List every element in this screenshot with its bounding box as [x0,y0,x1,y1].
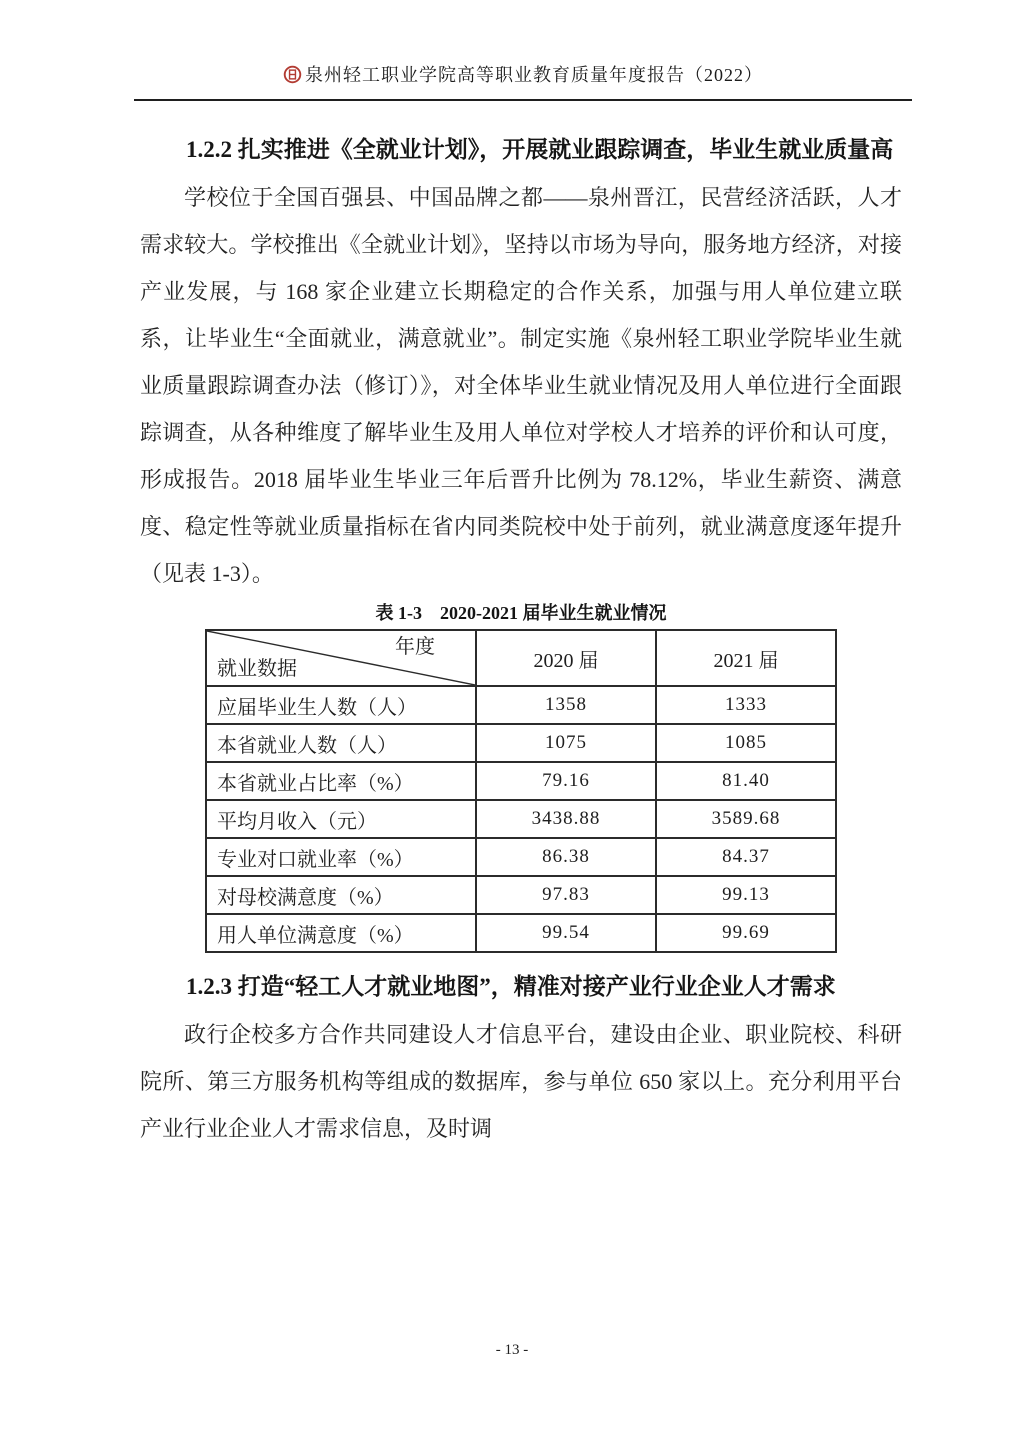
table-header-row [206,630,836,686]
cell-2020: 3438.88 [476,800,656,838]
diagonal-header-cell [206,630,476,686]
employment-table [205,629,837,953]
body-paragraph-1: 学校位于全国百强县、中国品牌之都——泉州晋江，民营经济活跃，人才需求较大。学校推出《全就业计划》，坚持以市场为导向，服务地方经济，对接产业发展，与 168 家企业建立长期稳定的合作关系，加强与用人单位建立联系，让毕业生“全面就业，满意就业”。制定实施《泉州轻工职业学院毕业生就业质量跟踪调查办法（修订）》，对全体毕业生就业情况及用人单位进行全面跟踪调查，从各种维度了解毕业生及用人单位对学校人才培养的评价和认可度，形成报告。2018 届毕业生毕业三年后晋升比例为 78.12%，毕业生薪资、满意度、稳定性等就业质量指标在省内同类院校中处于前列，就业满意度逐年提升（见表 1-3）。 [140,185,902,586]
row-label: 专业对口就业率（%） [206,838,476,876]
page-number: - 13 - [495,1342,529,1358]
cell-2021: 84.37 [656,838,836,876]
header-title: 泉州轻工职业学院高等职业教育质量年度报告（2022） [305,65,763,85]
table-row [206,914,836,952]
cell-2021: 1085 [656,724,836,762]
row-label: 应届毕业生人数（人） [206,686,476,724]
cell-2020: 1358 [476,686,656,724]
row-label: 本省就业人数（人） [206,724,476,762]
section-heading-1-2-3: 1.2.3 打造“轻工人才就业地图”，精准对接产业行业企业人才需求 [186,974,836,999]
row-label: 用人单位满意度（%） [206,914,476,952]
cell-2021: 81.40 [656,762,836,800]
content-column [140,118,902,1152]
column-header-2021: 2021 届 [656,630,836,686]
cell-2020: 86.38 [476,838,656,876]
table-caption: 表 1-3 2020-2021 届毕业生就业情况 [375,603,667,623]
cell-2020: 79.16 [476,762,656,800]
table-row [206,686,836,724]
row-label: 本省就业占比率（%） [206,762,476,800]
cell-2021: 3589.68 [656,800,836,838]
row-label: 对母校满意度（%） [206,876,476,914]
section-heading-1-2-2: 1.2.2 扎实推进《全就业计划》，开展就业跟踪调查，毕业生就业质量高 [186,137,894,162]
cell-2020: 1075 [476,724,656,762]
cell-2021: 1333 [656,686,836,724]
cell-2021: 99.69 [656,914,836,952]
row-label: 平均月收入（元） [206,800,476,838]
table-row [206,800,836,838]
cell-2020: 99.54 [476,914,656,952]
cell-2021: 99.13 [656,876,836,914]
column-header-2020: 2020 届 [476,630,656,686]
table-row [206,724,836,762]
table-row [206,762,836,800]
table-row [206,876,836,914]
page-header [134,62,912,101]
diagonal-label-year: 年度 [395,636,435,658]
body-paragraph-2: 政行企校多方合作共同建设人才信息平台，建设由企业、职业院校、科研院所、第三方服务机构等组成的数据库，参与单位 650 家以上。充分利用平台产业行业企业人才需求信息，及时调 [140,1022,902,1141]
diagonal-label-employment-data: 就业数据 [217,658,297,680]
school-seal-icon [283,65,302,84]
cell-2020: 97.83 [476,876,656,914]
table-row [206,838,836,876]
